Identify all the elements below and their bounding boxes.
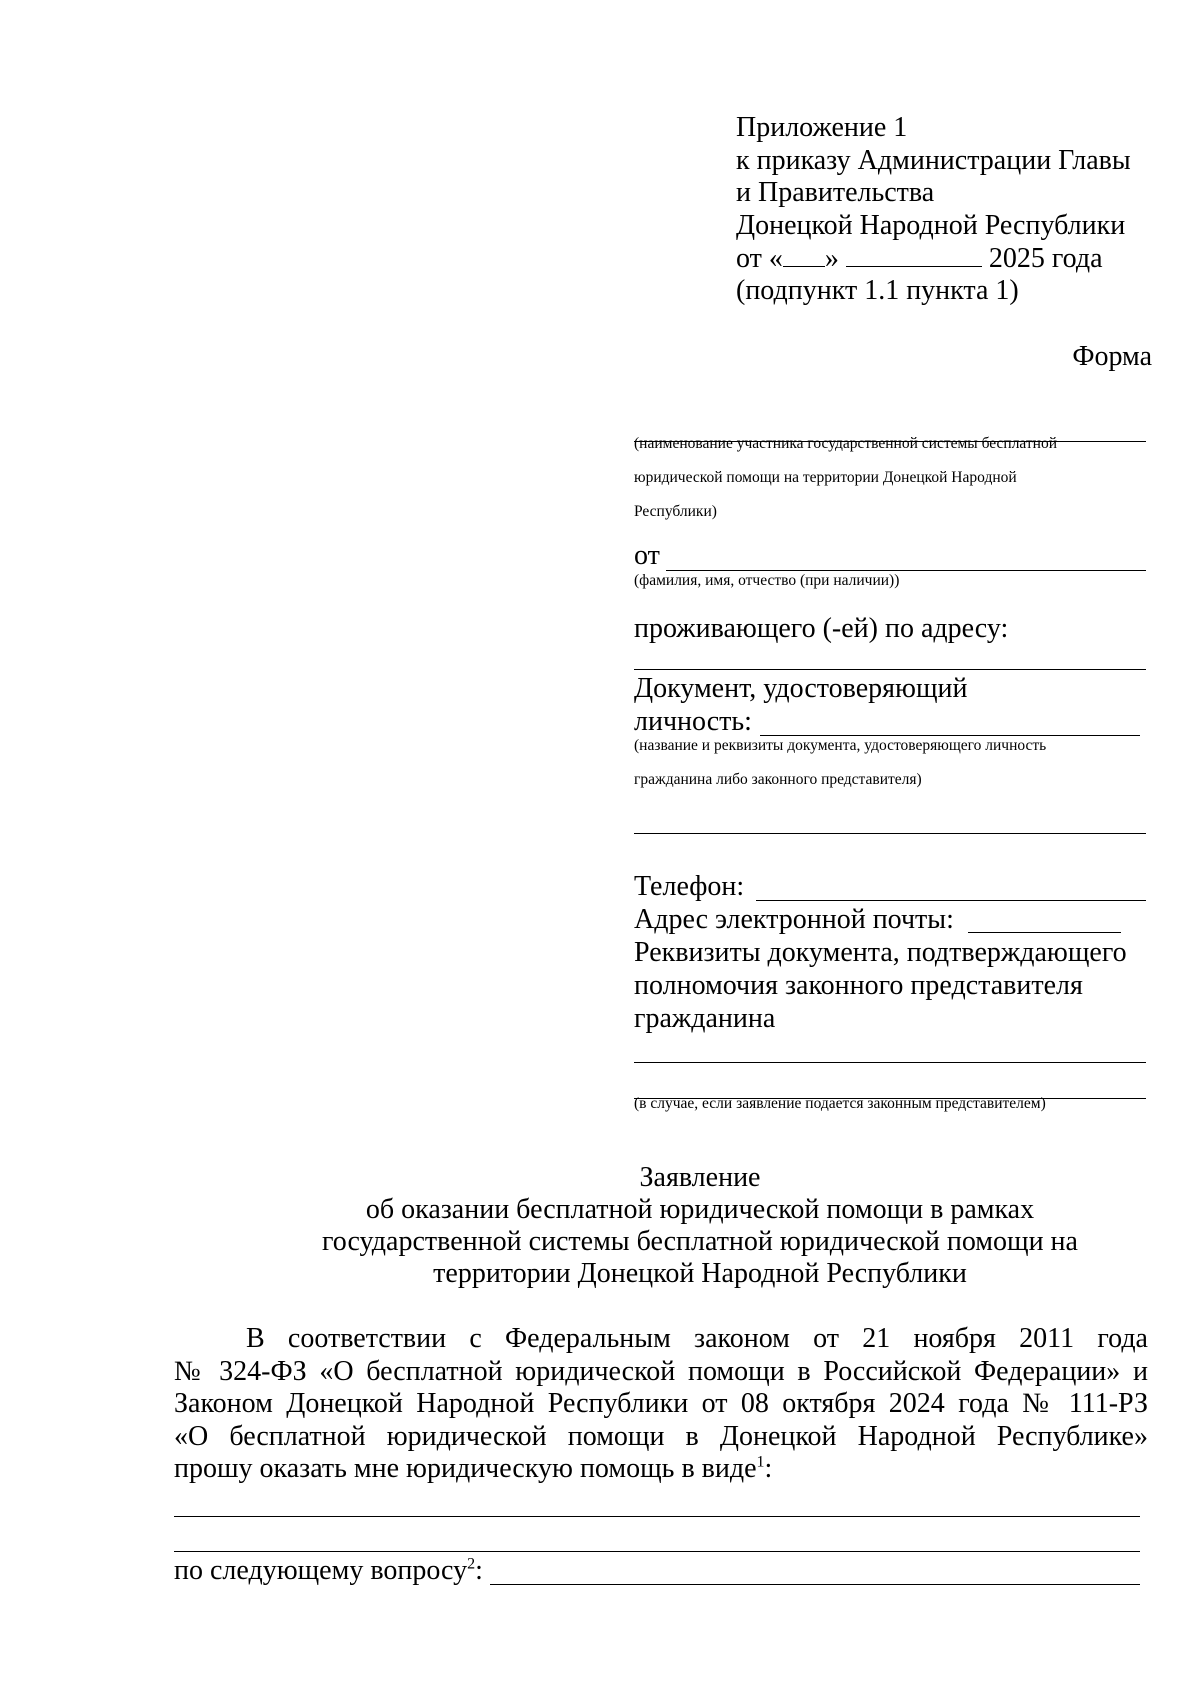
statement-subtitle-1: об оказании бесплатной юридической помощи в рамках [365, 1194, 1035, 1225]
paragraph-line-4: «О бесплатной юридической помощи в Донецкой Народной Республике» [174, 1420, 1148, 1452]
rep-document-label-3: гражданина [634, 1003, 776, 1034]
form-label: Форма [1072, 341, 1152, 372]
appendix-line-6: (подпункт 1.1 пункта 1) [736, 274, 1019, 306]
from-label: от [634, 540, 660, 571]
statement-title: Заявление [639, 1162, 761, 1193]
organization-hint-1: (наименование участника государственной системы бесплатной [634, 435, 1058, 452]
address-label: проживающего (-ей) по адресу: [634, 613, 1009, 644]
appendix-line-1: Приложение 1 [736, 112, 908, 143]
question-line: по следующему вопросу$^2$: [174, 1555, 483, 1586]
help-type-field-1[interactable] [174, 1516, 1140, 1517]
phone-field[interactable] [756, 900, 1146, 901]
paragraph-line-5-text: прошу оказать мне юридическую помощь в виде [174, 1453, 757, 1484]
rep-document-label-2: полномочия законного представителя [634, 970, 1083, 1001]
id-document-label-2: личность: [634, 706, 752, 737]
date-suffix: 2025 года [988, 243, 1103, 274]
id-document-label-1: Документ, удостоверяющий [634, 673, 968, 704]
paragraph-line-3: Законом Донецкой Народной Республики от 08 октября 2024 года № 111-РЗ [174, 1388, 1148, 1419]
phone-label: Телефон: [634, 871, 745, 902]
appendix-line-3: и Правительства [736, 177, 935, 208]
help-type-field-2[interactable] [174, 1551, 1140, 1552]
rep-document-hint: (в случае, если заявление подается законным представителем) [634, 1095, 1046, 1112]
day-blank-field[interactable] [783, 242, 825, 267]
footnote-2-marker: 2 [467, 1555, 476, 1573]
email-field[interactable] [968, 932, 1121, 933]
statement-subtitle-3: территории Донецкой Народной Республики [433, 1258, 967, 1289]
month-blank-field[interactable] [846, 242, 982, 267]
id-document-extra-field[interactable] [634, 833, 1146, 834]
address-field[interactable] [634, 669, 1146, 670]
question-label: по следующему вопросу [174, 1555, 468, 1586]
fio-hint: (фамилия, имя, отчество (при наличии)) [634, 572, 900, 589]
appendix-line-4: Донецкой Народной Республики [736, 209, 1126, 241]
appendix-block [736, 112, 1156, 307]
id-document-hint-2: гражданина либо законного представителя) [634, 771, 922, 788]
question-field[interactable] [490, 1584, 1140, 1585]
id-document-hint-1: (название и реквизиты документа, удостоверяющего личность [634, 737, 1047, 754]
organization-hint-2: юридической помощи на территории Донецкой Народной [634, 469, 1017, 486]
rep-document-field-1[interactable] [634, 1062, 1146, 1063]
paragraph-line-1: В соответствии с Федеральным законом от 21 ноября 2011 года [246, 1323, 1148, 1354]
appendix-line-2: к приказу Администрации Главы [736, 144, 1131, 176]
paragraph-line-2: № 324-ФЗ «О бесплатной юридической помощи в Российской Федерации» и [174, 1355, 1148, 1387]
statement-paragraph [174, 1323, 1148, 1486]
rep-document-label-1: Реквизиты документа, подтверждающего [634, 937, 1127, 968]
email-label: Адрес электронной почты: [634, 904, 954, 935]
date-prefix: от « [736, 243, 783, 274]
appendix-date-line [736, 242, 1156, 275]
statement-subtitle-2: государственной системы бесплатной юридической помощи на [322, 1226, 1078, 1257]
footnote-1-marker: 1 [756, 1453, 765, 1471]
organization-hint-3: Республики) [634, 503, 717, 520]
paragraph-line-5: прошу оказать мне юридическую помощь в виде$^1$: [174, 1453, 773, 1484]
date-mid: » [824, 243, 839, 274]
